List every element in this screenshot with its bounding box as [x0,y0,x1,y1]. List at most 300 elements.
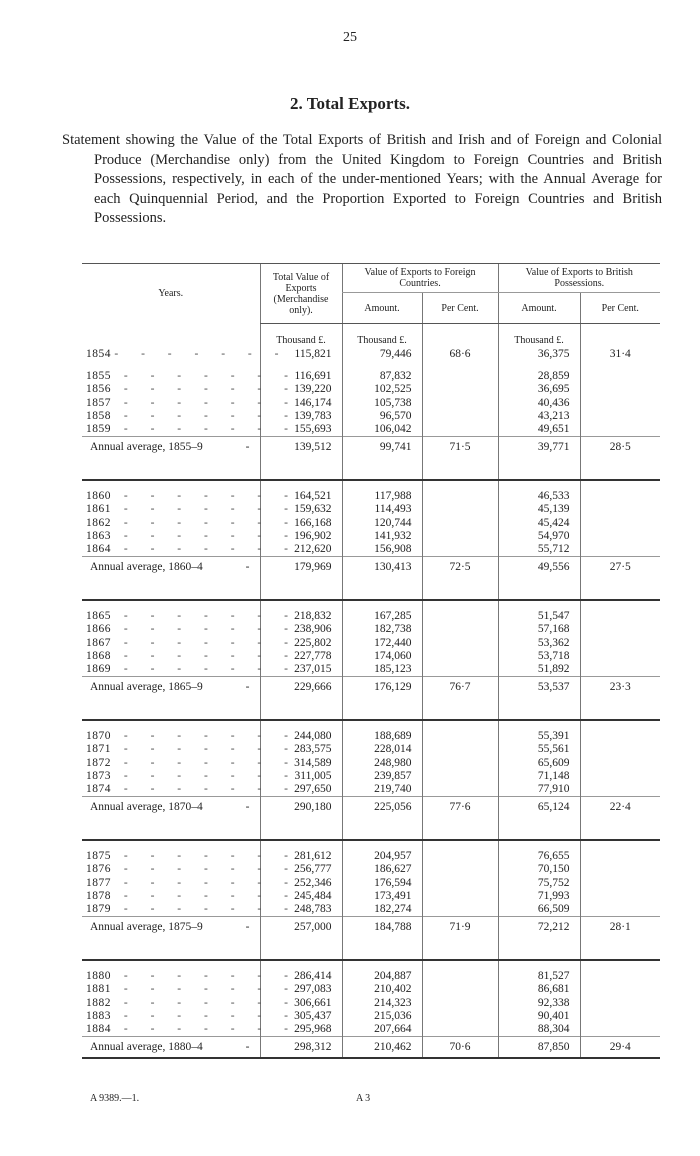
total-cell: 252,346 [260,877,342,890]
table-row-1854 [82,348,660,361]
british-amount-cell: 36,375 [498,348,580,361]
spacer-cell [422,480,498,490]
total-cell: 314,589 [260,757,342,770]
average-foreign-percent-cell: 71·5 [422,437,498,458]
average-total-cell: 257,000 [260,917,342,938]
separator-cell [498,817,580,840]
foreign-amount-cell: 219,740 [342,783,422,797]
british-percent-cell [580,890,660,903]
foreign-amount-cell: 176,594 [342,877,422,890]
year-cell [82,903,298,917]
british-percent-cell [580,383,660,396]
year-cell [82,1023,298,1037]
spacer-cell [580,960,660,970]
average-label-cell [82,1037,260,1059]
average-row [82,797,660,818]
foreign-amount-cell: 210,402 [342,983,422,996]
separator-cell [82,817,260,840]
year-label: 1879 [86,903,111,916]
british-amount-cell: 88,304 [498,1023,580,1037]
british-percent-cell [580,530,660,543]
total-cell: 256,777 [260,863,342,876]
average-foreign-amount-cell: 176,129 [342,677,422,698]
british-percent-cell [580,903,660,917]
leader-dots: - - - - - - - [111,1023,298,1036]
leader-dots: - [245,1041,250,1054]
year-cell [82,503,298,516]
year-cell [82,383,298,396]
foreign-percent-cell [422,370,498,383]
british-percent-cell [580,850,660,863]
total-cell: 281,612 [260,850,342,863]
british-amount-cell: 40,436 [498,397,580,410]
british-percent-cell [580,730,660,743]
year-label: 1882 [86,996,111,1009]
year-cell [82,970,298,983]
year-cell [82,396,298,410]
spacer-cell [422,960,498,970]
table-row [82,1010,660,1023]
british-percent-cell [580,983,660,996]
average-foreign-amount-cell: 130,413 [342,557,422,578]
year-label: 1881 [86,983,111,996]
average-total-cell: 229,666 [260,677,342,698]
year-label: 1878 [86,889,111,902]
leader-dots: - - - - - - - [111,409,298,422]
separator-cell [422,697,498,720]
total-cell: 116,691 [260,370,342,383]
foreign-percent-cell [422,383,498,396]
table-row [82,997,660,1010]
leader-dots: - [245,561,250,574]
foreign-amount-cell: 239,857 [342,770,422,783]
spacer-cell [498,960,580,970]
leader-dots: - - - - - - - [111,529,298,542]
year-label: 1870 [86,730,111,743]
spacer-row [82,720,660,730]
british-percent-cell [580,423,660,437]
average-label: Annual average, 1870–4 [90,801,203,814]
year-label: 1868 [86,649,111,662]
spacer-cell [82,840,260,850]
leader-dots: - - - - - - - [111,423,298,436]
spacer-cell [342,600,422,610]
leader-dots: - - - - - - - [111,370,298,383]
spacer-cell [498,720,580,730]
spacer-cell [580,720,660,730]
year-cell [82,730,298,743]
leader-dots: - - - - - - - [111,850,298,863]
british-percent-cell [580,543,660,557]
table-row [82,517,660,530]
foreign-percent-cell [422,970,498,983]
british-percent-cell [580,743,660,756]
british-amount-cell: 66,509 [498,903,580,917]
foreign-amount-cell: 214,323 [342,997,422,1010]
separator-cell [498,457,580,480]
foreign-percent-cell [422,850,498,863]
total-cell: 227,778 [260,650,342,663]
british-amount-cell: 51,892 [498,663,580,677]
table-row [82,730,660,743]
separator-cell [260,937,342,960]
footer-signature: A 3 [356,1093,371,1104]
average-label: Annual average, 1865–9 [90,681,203,694]
average-british-amount-cell: 39,771 [498,437,580,458]
british-amount-cell: 45,139 [498,503,580,516]
british-percent-cell [580,370,660,383]
average-label-cell [82,797,260,818]
spacer-cell [580,840,660,850]
leader-dots: - - - - - - - [111,396,298,409]
british-amount-cell: 90,401 [498,1010,580,1023]
average-label-cell [82,677,260,698]
spacer-cell [422,840,498,850]
total-cell: 164,521 [260,490,342,503]
average-british-amount-cell: 49,556 [498,557,580,578]
year-label: 1873 [86,769,111,782]
foreign-percent-cell [422,770,498,783]
leader-dots: - - - - - - - [111,743,298,756]
leader-dots: - - - - - - - [111,769,298,782]
header-british-percent: Per Cent. [580,293,660,324]
foreign-percent-cell [422,877,498,890]
units-row [82,324,660,349]
british-percent-cell [580,970,660,983]
foreign-amount-cell: 167,285 [342,610,422,623]
year-cell [82,636,298,650]
average-foreign-amount-cell: 225,056 [342,797,422,818]
separator-cell [422,817,498,840]
leader-dots: - - - - - - - [111,516,298,529]
year-label: 1877 [86,876,111,889]
average-british-percent-cell: 22·4 [580,797,660,818]
british-amount-cell: 86,681 [498,983,580,996]
spacer-cell [260,960,342,970]
spacer-cell [580,361,660,370]
year-cell [82,983,298,996]
table-row [82,903,660,917]
average-label-cell [82,557,260,578]
separator-cell [580,577,660,600]
leader-dots: - - - - - - - [111,649,298,662]
leader-dots: - [245,921,250,934]
spacer-cell [82,960,260,970]
year-cell [82,743,298,756]
table-row [82,1023,660,1037]
total-cell: 248,783 [260,903,342,917]
year-label: 1864 [86,543,111,556]
year-label: 1869 [86,663,111,676]
header-british-amount: Amount. [498,293,580,324]
average-label-cell [82,437,260,458]
average-british-amount-cell: 72,212 [498,917,580,938]
foreign-amount-cell: 248,980 [342,757,422,770]
average-label-cell [82,917,260,938]
spacer-cell [422,361,498,370]
british-percent-cell [580,770,660,783]
spacer-cell [82,720,260,730]
british-amount-cell: 55,561 [498,743,580,756]
period-separator [82,937,660,960]
separator-cell [82,577,260,600]
total-cell: 139,783 [260,410,342,423]
separator-cell [342,577,422,600]
separator-cell [82,457,260,480]
foreign-percent-cell [422,730,498,743]
foreign-percent-cell [422,610,498,623]
foreign-percent-cell [422,903,498,917]
header-foreign-percent: Per Cent. [422,293,498,324]
foreign-amount-cell: 185,123 [342,663,422,677]
table-row [82,890,660,903]
separator-cell [82,937,260,960]
unit-british: Thousand £. [498,324,580,349]
average-label: Annual average, 1855–9 [90,441,203,454]
average-foreign-amount-cell: 210,462 [342,1037,422,1059]
total-cell: 244,080 [260,730,342,743]
leader-dots: - [245,801,250,814]
british-percent-cell [580,517,660,530]
foreign-amount-cell: 156,908 [342,543,422,557]
foreign-percent-cell [422,543,498,557]
british-amount-cell: 75,752 [498,877,580,890]
year-label: 1861 [86,503,111,516]
british-percent-cell [580,783,660,797]
total-cell: 159,632 [260,503,342,516]
british-amount-cell: 36,695 [498,383,580,396]
total-cell: 286,414 [260,970,342,983]
british-amount-cell: 45,424 [498,517,580,530]
british-amount-cell: 71,993 [498,890,580,903]
year-cell [82,516,298,530]
leader-dots: - - - - - - - [111,996,298,1009]
year-label: 1883 [86,1009,111,1022]
foreign-amount-cell: 120,744 [342,517,422,530]
foreign-amount-cell: 182,274 [342,903,422,917]
year-cell [82,543,298,557]
table-row [82,757,660,770]
spacer-cell [260,600,342,610]
page-number: 25 [343,30,357,45]
table-row [82,663,660,677]
separator-cell [260,577,342,600]
foreign-amount-cell: 141,932 [342,530,422,543]
table-row [82,770,660,783]
total-cell: 139,220 [260,383,342,396]
spacer-row [82,361,660,370]
year-cell [82,876,298,890]
total-cell: 311,005 [260,770,342,783]
spacer-cell [342,960,422,970]
foreign-percent-cell [422,743,498,756]
spacer-cell [580,480,660,490]
spacer-cell [260,840,342,850]
year-label: 1860 [86,490,111,503]
table-row [82,383,660,396]
spacer-cell [498,480,580,490]
spacer-cell [342,720,422,730]
total-cell: 238,906 [260,623,342,636]
total-cell: 297,650 [260,783,342,797]
leader-dots: - [245,441,250,454]
british-percent-cell [580,637,660,650]
total-cell: 306,661 [260,997,342,1010]
leader-dots: - - - - - - - [111,623,298,636]
spacer-row [82,480,660,490]
year-cell [82,863,298,876]
foreign-percent-cell [422,503,498,516]
separator-cell [260,457,342,480]
table-row [82,850,660,863]
foreign-percent-cell [422,397,498,410]
total-cell: 225,802 [260,637,342,650]
table-row [82,543,660,557]
total-cell: 218,832 [260,610,342,623]
table-row [82,877,660,890]
year-cell [82,783,298,797]
spacer-cell [260,720,342,730]
average-row [82,917,660,938]
leader-dots: - - - - - - - [111,610,298,623]
unit-total: Thousand £. [260,324,342,349]
unit-foreign: Thousand £. [342,324,422,349]
british-amount-cell: 81,527 [498,970,580,983]
average-foreign-percent-cell: 71·9 [422,917,498,938]
table-row [82,370,660,383]
year-label: 1855 [86,370,111,383]
table-row [82,863,660,876]
leader-dots: - [245,681,250,694]
average-british-amount-cell: 87,850 [498,1037,580,1059]
spacer-row [82,600,660,610]
table-row [82,637,660,650]
total-cell: 212,620 [260,543,342,557]
spacer-cell [498,840,580,850]
total-cell: 283,575 [260,743,342,756]
average-label: Annual average, 1880–4 [90,1041,203,1054]
period-separator [82,577,660,600]
total-cell: 295,968 [260,1023,342,1037]
foreign-percent-cell [422,983,498,996]
table-row [82,530,660,543]
spacer-cell [422,720,498,730]
year-cell [82,1009,298,1023]
spacer-cell [260,480,342,490]
leader-dots: - - - - - - - [111,970,298,983]
table-row [82,623,660,636]
year-label: 1875 [86,850,111,863]
year-label: 1865 [86,610,111,623]
british-percent-cell: 31·4 [580,348,660,361]
british-percent-cell [580,650,660,663]
average-foreign-amount-cell: 184,788 [342,917,422,938]
foreign-amount-cell: 96,570 [342,410,422,423]
footer-reference: A 9389.—1. [90,1093,140,1104]
leader-dots: - - - - - - - [111,983,298,996]
british-amount-cell: 76,655 [498,850,580,863]
average-british-amount-cell: 53,537 [498,677,580,698]
header-years: Years. [82,264,260,324]
foreign-percent-cell [422,650,498,663]
separator-cell [580,937,660,960]
exports-table-container [82,263,660,1059]
separator-cell [422,577,498,600]
spacer-cell [498,600,580,610]
foreign-amount-cell: 174,060 [342,650,422,663]
average-foreign-percent-cell: 72·5 [422,557,498,578]
leader-dots: - - - - - - - [111,756,298,769]
spacer-cell [342,840,422,850]
average-row [82,437,660,458]
foreign-amount-cell: 204,957 [342,850,422,863]
british-amount-cell: 46,533 [498,490,580,503]
year-label: 1866 [86,623,111,636]
table-row [82,983,660,996]
british-percent-cell [580,1023,660,1037]
british-amount-cell: 55,391 [498,730,580,743]
spacer-row [82,960,660,970]
foreign-amount-cell: 207,664 [342,1023,422,1037]
british-amount-cell: 28,859 [498,370,580,383]
year-cell [82,769,298,783]
average-total-cell: 179,969 [260,557,342,578]
spacer-cell [498,361,580,370]
british-amount-cell: 53,718 [498,650,580,663]
british-percent-cell [580,863,660,876]
foreign-amount-cell: 188,689 [342,730,422,743]
year-label: 1876 [86,863,111,876]
separator-cell [580,697,660,720]
foreign-percent-cell [422,517,498,530]
year-label: 1859 [86,423,111,436]
table-row [82,397,660,410]
table-row [82,490,660,503]
foreign-percent-cell [422,623,498,636]
foreign-amount-cell: 114,493 [342,503,422,516]
table-row [82,970,660,983]
foreign-amount-cell: 173,491 [342,890,422,903]
separator-cell [498,577,580,600]
average-british-percent-cell: 23·3 [580,677,660,698]
total-cell: 146,174 [260,397,342,410]
header-total-value: Total Value of Exports (Merchandise only). [260,264,342,324]
period-separator [82,817,660,840]
foreign-percent-cell [422,863,498,876]
statement-text: Statement showing the Value of the Total Exports of British and Irish and of Foreign and Colonial Produce (Merchandise only) from the United Kingdom to Foreign Countries and British Possessions, respectively, in each of the under-mentioned Years; with the Annual Average for each Quinquennial Period, and the Proportion Exported to Foreign Countries and British Possessions. [62,132,662,226]
leader-dots: - - - - - - - [111,503,298,516]
spacer-cell [82,600,260,610]
foreign-amount-cell: 102,525 [342,383,422,396]
leader-dots: - - - - - - - [114,348,289,360]
british-amount-cell: 53,362 [498,637,580,650]
total-cell: 245,484 [260,890,342,903]
separator-cell [342,817,422,840]
leader-dots: - - - - - - - [111,783,298,796]
average-british-percent-cell: 28·5 [580,437,660,458]
foreign-amount-cell: 106,042 [342,423,422,437]
average-label: Annual average, 1860–4 [90,561,203,574]
british-amount-cell: 51,547 [498,610,580,623]
foreign-percent-cell [422,890,498,903]
year-cell [82,423,298,437]
british-amount-cell: 71,148 [498,770,580,783]
year-cell [82,529,298,543]
year-label: 1857 [86,396,111,409]
year-label: 1867 [86,636,111,649]
leader-dots: - - - - - - - [111,383,298,396]
year-label: 1884 [86,1023,111,1036]
